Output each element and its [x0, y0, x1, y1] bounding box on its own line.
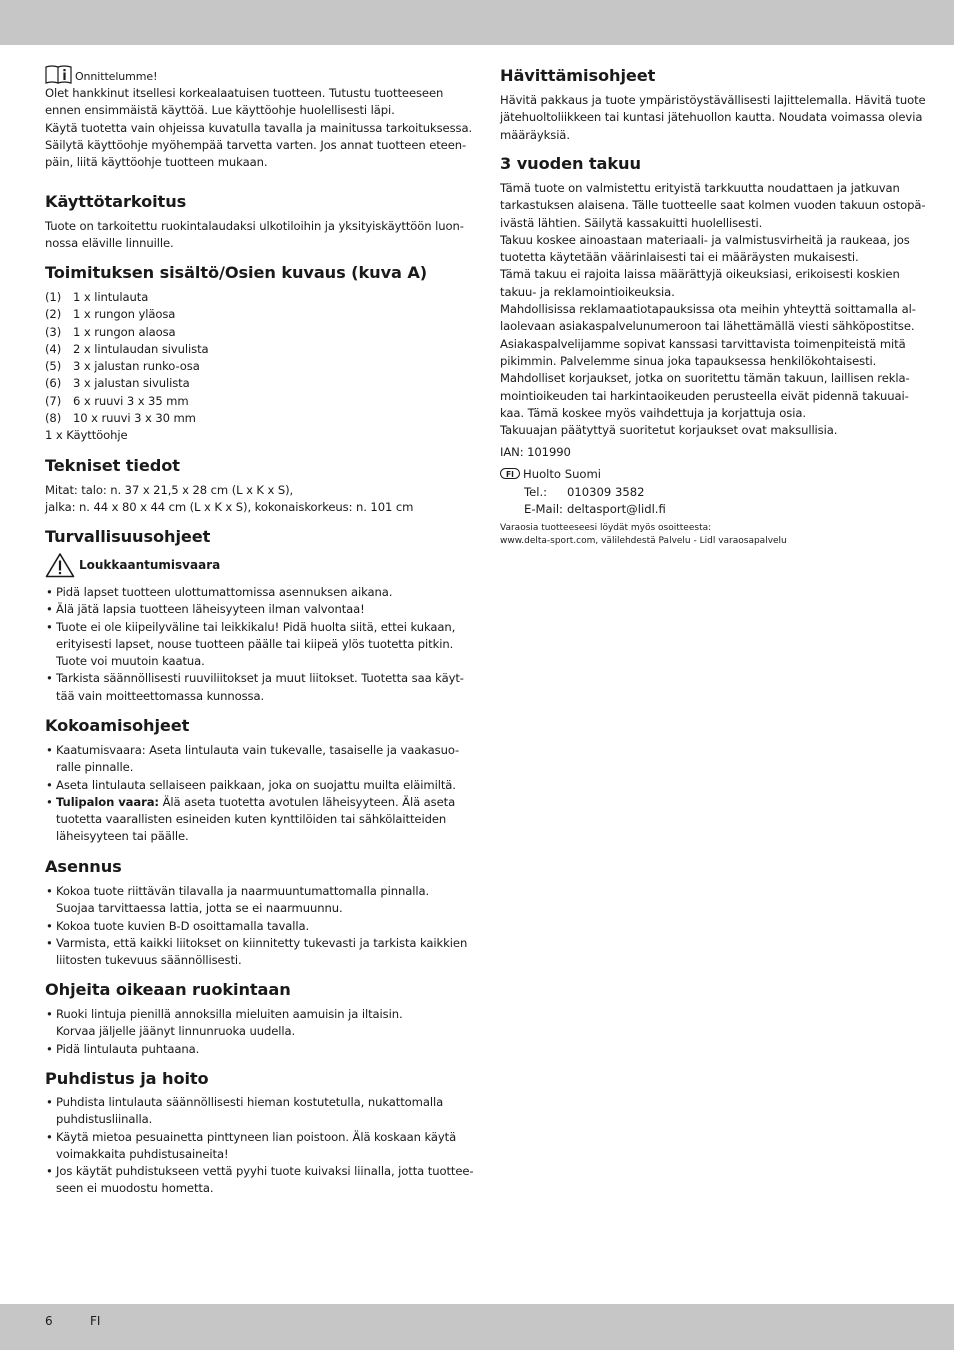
install-title: Asennus	[45, 857, 122, 876]
disposal-line: Hävitä pakkaus ja tuote ympäristöystävällisesti lajittelemalla. Hävitä tuote	[500, 93, 926, 107]
ian-number: IAN: 101990	[500, 445, 571, 459]
warranty-line: ivästä lähtien. Säilytä kassakuitti huolellisesti.	[500, 215, 763, 230]
list-item: • Puhdista lintulauta säännöllisesti hieman kostutetulla, nukattomalla puhdistusliinalla.	[45, 1094, 474, 1129]
disposal-title: Hävittämisohjeet	[500, 66, 656, 85]
list-item: • Pidä lintulauta puhtaana.	[45, 1041, 403, 1058]
tech-title: Tekniset tiedot	[45, 456, 180, 475]
warranty-line: Mahdolliset korjaukset, jotka on suoritettu tämän takuun, laillisen rekla-	[500, 371, 910, 386]
feeding-title: Ohjeita oikeaan ruokintaan	[45, 980, 291, 999]
list-item: (4) 2 x lintulaudan sivulista	[45, 341, 209, 356]
warning-triangle-icon	[45, 552, 75, 578]
warranty-title: 3 vuoden takuu	[500, 154, 641, 173]
spare-parts-line: Varaosia tuotteeseesi löydät myös osoitteesta:	[500, 523, 712, 533]
warranty-line: kaa. Tämä koskee myös vaihdettuja ja korjattuja osia.	[500, 405, 806, 420]
spare-parts-link[interactable]: www.delta-sport.com, välilehdestä Palvelu - Lidl varaosapalvelu	[500, 536, 787, 546]
list-item: • Tulipalon vaara: Älä aseta tuotetta avotulen läheisyyteen. Älä aseta tuotetta vaarallisten esineiden kuten kynttilöiden tai sähkölaitteiden läheisyyteen tai päälle.	[45, 794, 459, 846]
contents-list	[45, 289, 209, 445]
email-row	[524, 501, 666, 518]
list-item: • Älä jätä lapsia tuotteen läheisyyteen ilman valvontaa!	[45, 601, 464, 618]
warranty-line: pikimmin. Palvelemme sinua joka tapauksessa henkilökohtaisesti.	[500, 353, 877, 368]
top-bar	[0, 0, 954, 45]
warranty-line: Tämä takuu ei rajoita laissa määrättyjä oikeuksiasi, erikoisesti koskien	[500, 267, 900, 282]
list-item: (6) 3 x jalustan sivulista	[45, 376, 190, 391]
email-link[interactable]: deltasport@lidl.fi	[567, 502, 666, 516]
list-item: • Tarkista säännöllisesti ruuviliitokset ja muut liitokset. Tuotetta saa käyt- tää vain moitteettomassa kunnossa.	[45, 670, 464, 705]
disposal-line: määräyksiä.	[500, 127, 570, 142]
email-label: E-Mail:	[524, 502, 563, 516]
disposal-text	[500, 92, 926, 144]
safety-list	[45, 584, 464, 705]
warranty-line: Asiakaspalvelijamme sopivat kanssasi tarvittavista toimenpiteistä mitä	[500, 336, 906, 351]
language-code: FI	[90, 1314, 101, 1328]
service-name: Huolto Suomi	[523, 467, 602, 481]
safety-title: Turvallisuusohjeet	[45, 527, 211, 546]
list-item: • Ruoki lintuja pienillä annoksilla mieluiten aamuisin ja iltaisin. Korvaa jäljelle jäänyt linnunruoka uudella.	[45, 1006, 403, 1041]
list-item: • Kokoa tuote riittävän tilavalla ja naarmuuntumattomalla pinnalla. Suojaa tarvittaessa lattia, jotta se ei naarmuunnu.	[45, 883, 467, 918]
list-item: (1) 1 x lintulauta	[45, 290, 149, 304]
page-number: 6	[45, 1314, 53, 1328]
country-badge-icon: FI	[500, 468, 520, 479]
purpose-line: Tuote on tarkoitettu ruokintalaudaksi ulkotiloihin ja yksityiskäyttöön luon-	[45, 219, 464, 233]
tech-line: Mitat: talo: n. 37 x 21,5 x 28 cm (L x K x S),	[45, 483, 294, 497]
manual-info-icon	[45, 65, 73, 84]
warranty-line: tarkastuksen alaisena. Tälle tuotteelle saat kolmen vuoden takuun ostopä-	[500, 198, 926, 213]
disposal-line: jätehuoltoliikkeen tai kuntasi jätehuollon kautta. Noudata voimassa olevia	[500, 110, 923, 125]
tech-text	[45, 482, 413, 517]
list-item: (3) 1 x rungon alaosa	[45, 324, 176, 339]
list-item: • Kaatumisvaara: Aseta lintulauta vain tukevalle, tasaiselle ja vaakasuo- ralle pinnalle.	[45, 742, 459, 777]
list-item: (2) 1 x rungon yläosa	[45, 307, 176, 322]
warranty-line: laolevaan asiakaspalvelunumeroon tai lähettämällä viesti sähköpostitse.	[500, 319, 915, 334]
warranty-line: Takuuajan päätyttyä suoritetut korjaukset ovat maksullisia.	[500, 423, 838, 438]
assembly-list	[45, 742, 459, 846]
warranty-text	[500, 180, 925, 439]
intro-line: Olet hankkinut itsellesi korkealaatuisen tuotteen. Tutustu tuotteeseen	[45, 86, 444, 100]
warranty-line: takuu- ja reklamointioikeuksia.	[500, 284, 675, 299]
cleaning-title: Puhdistus ja hoito	[45, 1069, 209, 1088]
list-item: • Varmista, että kaikki liitokset on kiinnitetty tukevasti ja tarkista kaikkien liitosten tukevuus säännöllisesti.	[45, 935, 467, 970]
assembly-title: Kokoamisohjeet	[45, 716, 190, 735]
list-item: • Kokoa tuote kuvien B-D osoittamalla tavalla.	[45, 918, 467, 935]
list-item: 1 x Käyttöohje	[45, 428, 128, 443]
list-item: • Käytä mietoa pesuainetta pinttyneen lian poistoon. Älä koskaan käytä voimakkaita puhdistusaineita!	[45, 1129, 474, 1164]
install-list	[45, 883, 467, 969]
list-item: • Jos käytät puhdistukseen vettä pyyhi tuote kuivaksi liinalla, jotta tuottee- seen ei muodostu hometta.	[45, 1163, 474, 1198]
purpose-text	[45, 218, 464, 253]
warning-label: Loukkaantumisvaara	[79, 558, 221, 572]
intro-line: päin, liitä käyttöohje tuotteen mukaan.	[45, 155, 268, 170]
bottom-bar	[0, 1304, 954, 1350]
spare-parts-note	[500, 522, 787, 548]
intro-heading: Onnittelumme!	[75, 69, 158, 83]
phone-row	[524, 484, 644, 501]
warranty-line: tuotetta käytetään väärinlaisesti tai ei määräysten mukaisesti.	[500, 250, 859, 265]
list-item: • Aseta lintulauta sellaiseen paikkaan, joka on suojattu muilta eläimiltä.	[45, 777, 459, 794]
warning-row	[45, 552, 220, 578]
list-item: • Pidä lapset tuotteen ulottumattomissa asennuksen aikana.	[45, 584, 464, 601]
phone-number[interactable]: 010309 3582	[567, 485, 645, 499]
purpose-title: Käyttötarkoitus	[45, 192, 187, 211]
list-item: • Tuote ei ole kiipeilyväline tai leikkikalu! Pidä huolta siitä, ettei kukaan, erityisesti lapset, nouse tuotteen päälle tai kiipeä ylös tuotetta pitkin. Tuote voi muutoin kaatua.	[45, 619, 464, 671]
contents-title: Toimituksen sisältö/Osien kuvaus (kuva A)	[45, 263, 428, 282]
phone-label: Tel.:	[524, 485, 548, 499]
intro-line: ennen ensimmäistä käyttöä. Lue käyttöohje huolellisesti läpi.	[45, 103, 395, 118]
list-item: (5) 3 x jalustan runko-osa	[45, 359, 200, 374]
list-item: (7) 6 x ruuvi 3 x 35 mm	[45, 393, 189, 408]
intro-line: Säilytä käyttöohje myöhempää tarvetta varten. Jos annat tuotteen eteen-	[45, 137, 467, 152]
warranty-line: Mahdollisissa reklamaatiotapauksissa ota meihin yhteyttä soittamalla al-	[500, 302, 916, 317]
warranty-line: mointioikeuden tai harkintaoikeuden perusteella eivät pidennä takuuai-	[500, 388, 909, 403]
intro-block	[45, 68, 472, 171]
fire-warning-label: Tulipalon vaara:	[56, 794, 159, 809]
warranty-line: Tämä tuote on valmistettu erityistä tarkkuutta noudattaen ja jatkuvan	[500, 181, 900, 195]
cleaning-list	[45, 1094, 474, 1198]
warranty-line: Takuu koskee ainoastaan materiaali- ja valmistusvirheitä ja raukeaa, jos	[500, 232, 910, 247]
list-item: (8) 10 x ruuvi 3 x 30 mm	[45, 411, 196, 426]
service-row	[500, 466, 601, 483]
tech-line: jalka: n. 44 x 80 x 44 cm (L x K x S), kokonaiskorkeus: n. 101 cm	[45, 500, 414, 515]
purpose-line: nossa eläville linnuille.	[45, 236, 174, 251]
intro-line: Käytä tuotetta vain ohjeissa kuvatulla tavalla ja mainitussa tarkoituksessa.	[45, 120, 473, 135]
feeding-list	[45, 1006, 403, 1058]
